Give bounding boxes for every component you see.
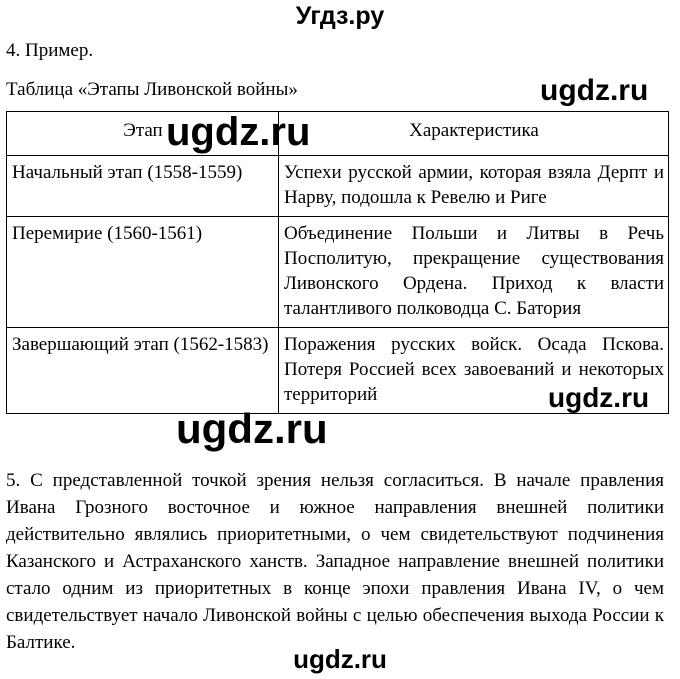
description-cell: Объединение Польши и Литвы в Речь Посполитую, прекращение существования Ливонского Ордена. Приход к власти талантливого полководца С. Батория [279,217,669,328]
task-5-answer: 5. С представленной точкой зрения нельзя согласиться. В начале правления Ивана Грозного восточное и южное направления внешней политики действительно являлись приоритетными, о чем свидетельствуют подчинения Казанского и Астраханского ханств. Западное направление внешней политики стало одним из приоритетных в конце эпохи правления Ивана IV, о чем свидетельствует начало Ливонской войны с целью обеспечения выхода России к Балтике. [6,470,664,653]
watermark: ugdz.ru [166,110,311,154]
task-4-number: 4. Пример. [6,40,94,61]
stage-cell: Завершающий этап (1562-1583) [7,328,279,414]
header-description: Характеристика [279,112,669,156]
stages-table [6,111,669,414]
stage-cell: Перемирие (1560-1561) [7,217,279,328]
description-cell: Успехи русской армии, которая взяла Дерпт и Нарву, подошла к Ревелю и Риге [279,156,669,217]
stage-cell: Начальный этап (1558-1559) [7,156,279,217]
table-header-row [7,112,669,156]
description-cell: Поражения русских войск. Осада Пскова. Потеря Россией всех завоеваний и некоторых территорий [279,328,669,414]
watermark: ugdz.ru [176,405,328,452]
watermark: ugdz.ru [293,644,387,674]
table-row [7,217,669,328]
table-caption: Таблица «Этапы Ливонской войны» [6,79,298,100]
table-row [7,156,669,217]
header-stage: Этап [7,112,279,156]
site-title: Угдз.ру [295,2,385,30]
watermark: ugdz.ru [548,382,650,413]
watermark: ugdz.ru [540,74,649,107]
